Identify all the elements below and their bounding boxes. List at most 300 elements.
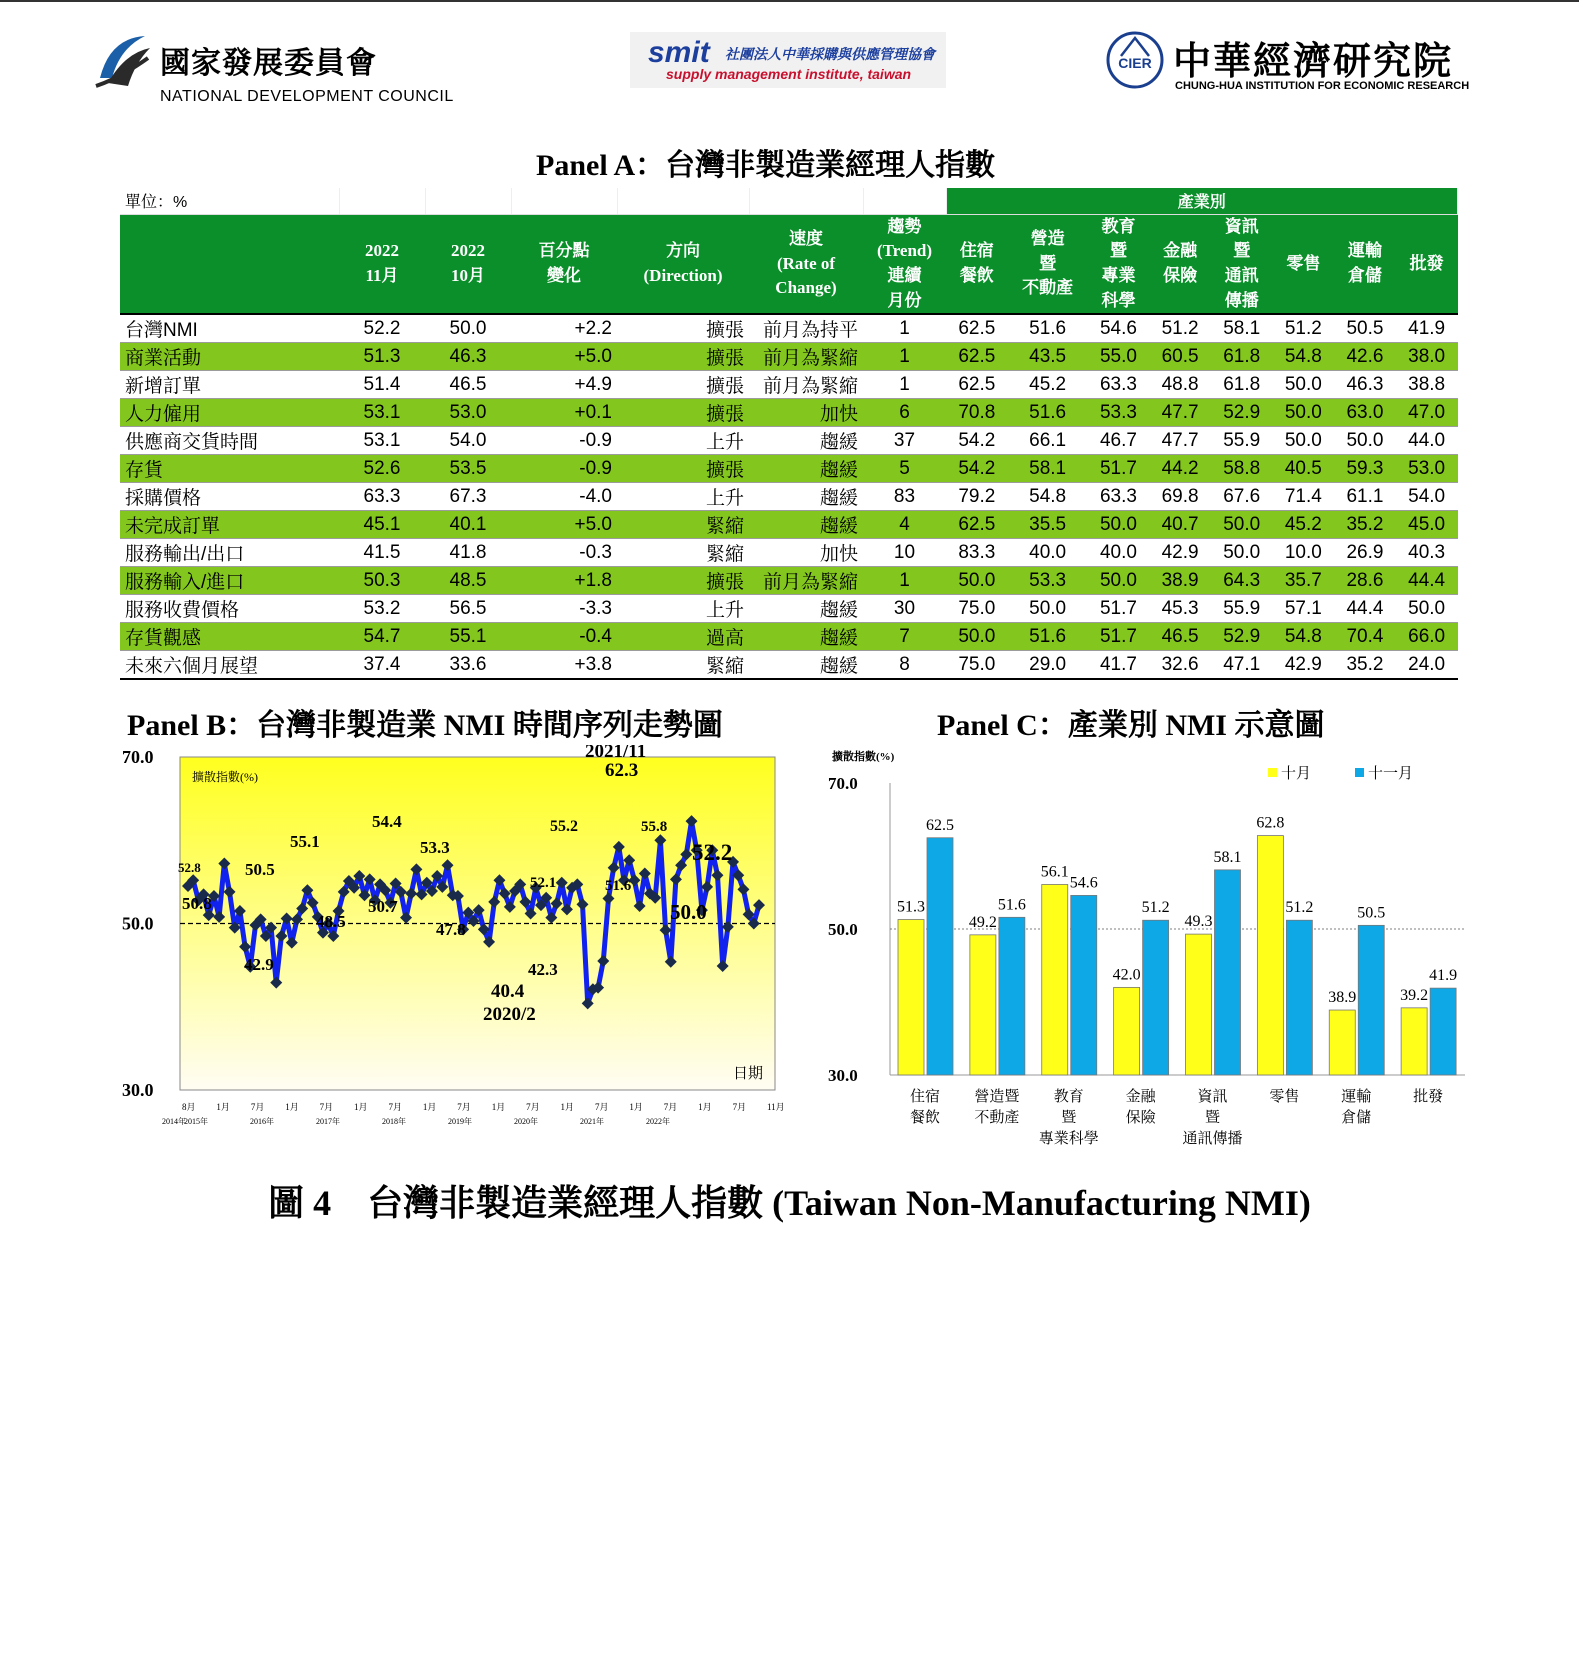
annotation-label: 2020/2 xyxy=(483,1004,536,1025)
bar-october xyxy=(1114,987,1140,1075)
value-industry: 55.9 xyxy=(1211,427,1273,455)
category-label: 金融 xyxy=(1125,1089,1156,1105)
x-tick-month: 1月 xyxy=(354,1102,368,1112)
annotation-label: 55.2 xyxy=(550,818,578,835)
value-nov: 45.1 xyxy=(339,511,425,539)
bar-october xyxy=(1042,884,1068,1075)
value-industry: 58.1 xyxy=(1008,455,1088,483)
value-oct: 56.5 xyxy=(425,595,511,623)
logo-header xyxy=(0,20,1579,110)
value-nov: 52.6 xyxy=(339,455,425,483)
industry-group-header: 產業別 xyxy=(946,188,1458,214)
annotation-label: 40.4 xyxy=(491,981,525,1002)
value-industry: 44.4 xyxy=(1396,567,1458,595)
value-industry: 38.9 xyxy=(1149,567,1211,595)
bar-november xyxy=(1430,988,1456,1075)
unit-spacer xyxy=(863,188,946,214)
value-industry: 50.0 xyxy=(1334,427,1396,455)
value-industry: 61.8 xyxy=(1211,343,1273,371)
bar-november xyxy=(1286,920,1312,1075)
row-label: 台灣NMI xyxy=(120,314,339,343)
value-industry: 38.0 xyxy=(1396,343,1458,371)
value-industry: 62.5 xyxy=(946,371,1008,399)
value-oct: 33.6 xyxy=(425,651,511,680)
value-nov: 54.7 xyxy=(339,623,425,651)
value-industry: 35.5 xyxy=(1008,511,1088,539)
row-label: 服務輸出/出口 xyxy=(120,539,339,567)
value-direction: 上升 xyxy=(617,427,749,455)
value-industry: 46.7 xyxy=(1088,427,1150,455)
value-industry: 46.5 xyxy=(1149,623,1211,651)
x-tick-year: 2019年 xyxy=(448,1117,472,1126)
bar-october xyxy=(1186,934,1212,1075)
cier-badge-icon xyxy=(1105,28,1165,90)
value-oct: 67.3 xyxy=(425,483,511,511)
value-change: +3.8 xyxy=(511,651,617,680)
value-trend: 37 xyxy=(863,427,946,455)
value-industry: 51.7 xyxy=(1088,623,1150,651)
bar-october xyxy=(1329,1010,1355,1075)
value-trend: 30 xyxy=(863,595,946,623)
legend-swatch xyxy=(1268,768,1277,777)
value-industry: 40.7 xyxy=(1149,511,1211,539)
value-rate: 前月為緊縮 xyxy=(749,371,863,399)
value-nov: 50.3 xyxy=(339,567,425,595)
table-row xyxy=(120,455,1458,483)
value-nov: 37.4 xyxy=(339,651,425,680)
value-industry: 40.0 xyxy=(1008,539,1088,567)
column-header: 批發 xyxy=(1396,214,1458,314)
value-nov: 53.2 xyxy=(339,595,425,623)
value-change: +5.0 xyxy=(511,511,617,539)
value-industry: 35.2 xyxy=(1334,511,1396,539)
value-change: +0.1 xyxy=(511,399,617,427)
x-axis-title: 日期 xyxy=(733,1066,764,1082)
value-industry: 51.2 xyxy=(1273,314,1335,343)
panel-a-title: Panel A：台灣非製造業經理人指數 xyxy=(536,149,996,182)
category-label: 營造暨 xyxy=(974,1089,1020,1105)
value-trend: 1 xyxy=(863,314,946,343)
panel-c-title: Panel C：產業別 NMI 示意圖 xyxy=(937,709,1325,742)
x-tick-month: 1月 xyxy=(629,1102,643,1112)
value-direction: 擴張 xyxy=(617,343,749,371)
data-label: 62.5 xyxy=(926,816,954,834)
value-industry: 54.8 xyxy=(1273,623,1335,651)
data-label: 58.1 xyxy=(1213,848,1242,866)
unit-spacer xyxy=(749,188,863,214)
value-direction: 擴張 xyxy=(617,399,749,427)
value-industry: 47.1 xyxy=(1211,651,1273,680)
table-row xyxy=(120,651,1458,680)
row-label: 存貨 xyxy=(120,455,339,483)
row-label: 服務輸入/進口 xyxy=(120,567,339,595)
unit-spacer xyxy=(339,188,425,214)
table-row xyxy=(120,371,1458,399)
row-label: 未來六個月展望 xyxy=(120,651,339,680)
column-header: 2022 11月 xyxy=(339,214,425,314)
value-rate: 加快 xyxy=(749,399,863,427)
x-tick-year: 2014年 xyxy=(162,1117,186,1126)
smit-chinese-name: 社團法人中華採購與供應管理協會 xyxy=(725,46,935,62)
value-industry: 48.8 xyxy=(1149,371,1211,399)
value-industry: 28.6 xyxy=(1334,567,1396,595)
annotation-label: 42.3 xyxy=(528,960,558,979)
value-industry: 83.3 xyxy=(946,539,1008,567)
category-label: 住宿 xyxy=(909,1089,941,1105)
data-label: 41.9 xyxy=(1429,967,1458,985)
value-industry: 29.0 xyxy=(1008,651,1088,680)
cier-logo xyxy=(1105,28,1470,95)
column-header: 2022 10月 xyxy=(425,214,511,314)
data-label: 51.2 xyxy=(1285,899,1314,917)
value-industry: 51.6 xyxy=(1008,314,1088,343)
annotation-label: 52.8 xyxy=(178,860,201,875)
value-industry: 51.7 xyxy=(1088,595,1150,623)
data-label: 50.5 xyxy=(1357,904,1386,922)
value-nov: 63.3 xyxy=(339,483,425,511)
value-oct: 46.3 xyxy=(425,343,511,371)
value-trend: 5 xyxy=(863,455,946,483)
figure-caption: 圖 4 台灣非製造業經理人指數 (Taiwan Non-Manufacturing NMI) xyxy=(268,1183,1311,1223)
value-industry: 63.3 xyxy=(1088,371,1150,399)
category-label: 零售 xyxy=(1269,1089,1300,1105)
x-tick-year: 2016年 xyxy=(250,1117,274,1126)
value-industry: 51.7 xyxy=(1088,455,1150,483)
value-industry: 60.5 xyxy=(1149,343,1211,371)
data-label: 39.2 xyxy=(1400,986,1429,1004)
value-industry: 54.8 xyxy=(1273,343,1335,371)
value-industry: 53.3 xyxy=(1008,567,1088,595)
value-industry: 50.0 xyxy=(1088,511,1150,539)
value-industry: 62.5 xyxy=(946,314,1008,343)
nmi-table xyxy=(120,188,1458,680)
value-direction: 上升 xyxy=(617,483,749,511)
bar-october xyxy=(970,935,996,1075)
bar-november xyxy=(1143,920,1169,1075)
value-rate: 前月為持平 xyxy=(749,314,863,343)
bar-november xyxy=(999,917,1025,1075)
annotation-label: 54.4 xyxy=(372,812,402,831)
row-label: 商業活動 xyxy=(120,343,339,371)
y-tick-label: 50.0 xyxy=(122,913,154,934)
value-change: +1.8 xyxy=(511,567,617,595)
value-industry: 53.3 xyxy=(1088,399,1150,427)
y-axis-label: 擴散指數(%) xyxy=(832,751,895,763)
value-industry: 43.5 xyxy=(1008,343,1088,371)
value-change: -3.3 xyxy=(511,595,617,623)
value-industry: 38.8 xyxy=(1396,371,1458,399)
x-tick-month: 1月 xyxy=(698,1102,712,1112)
value-oct: 46.5 xyxy=(425,371,511,399)
category-label: 通訊傳播 xyxy=(1182,1131,1243,1147)
value-oct: 41.8 xyxy=(425,539,511,567)
category-label: 運輸 xyxy=(1341,1089,1372,1105)
row-label: 供應商交貨時間 xyxy=(120,427,339,455)
value-industry: 57.1 xyxy=(1273,595,1335,623)
data-label: 49.3 xyxy=(1184,913,1213,931)
value-rate: 趨緩 xyxy=(749,427,863,455)
value-industry: 54.2 xyxy=(946,455,1008,483)
category-label: 資訊 xyxy=(1197,1089,1228,1105)
value-industry: 50.0 xyxy=(1211,511,1273,539)
table-row xyxy=(120,539,1458,567)
value-industry: 46.3 xyxy=(1334,371,1396,399)
value-industry: 41.7 xyxy=(1088,651,1150,680)
category-label: 不動產 xyxy=(974,1110,1020,1126)
value-industry: 24.0 xyxy=(1396,651,1458,680)
value-trend: 7 xyxy=(863,623,946,651)
category-label: 保險 xyxy=(1125,1110,1156,1126)
x-tick-month: 1月 xyxy=(491,1102,506,1112)
value-industry: 63.0 xyxy=(1334,399,1396,427)
category-label: 教育 xyxy=(1053,1089,1084,1105)
column-header-row xyxy=(120,214,1458,314)
value-oct: 54.0 xyxy=(425,427,511,455)
annotation-label: 55.8 xyxy=(641,819,668,835)
annotation-label: 48.5 xyxy=(316,912,346,931)
value-industry: 44.4 xyxy=(1334,595,1396,623)
value-rate: 前月為緊縮 xyxy=(749,567,863,595)
x-tick-month: 1月 xyxy=(422,1102,437,1112)
x-tick-month: 7月 xyxy=(388,1102,402,1112)
smit-english-name: supply management institute, taiwan xyxy=(666,66,912,82)
x-tick-month: 11月 xyxy=(767,1102,785,1112)
annotation-label: 47.8 xyxy=(436,920,466,939)
value-trend: 83 xyxy=(863,483,946,511)
value-industry: 69.8 xyxy=(1149,483,1211,511)
y-axis-inner-label: 擴散指數(%) xyxy=(192,770,258,784)
value-industry: 50.0 xyxy=(1273,427,1335,455)
ndc-mark-icon xyxy=(90,28,152,90)
value-industry: 75.0 xyxy=(946,651,1008,680)
value-change: -0.3 xyxy=(511,539,617,567)
annotation-label: 53.3 xyxy=(420,838,450,857)
annotation-label: 55.1 xyxy=(290,832,320,851)
x-tick-year: 2015年 xyxy=(184,1117,208,1126)
value-rate: 趨緩 xyxy=(749,651,863,680)
value-rate: 前月為緊縮 xyxy=(749,343,863,371)
value-trend: 1 xyxy=(863,567,946,595)
value-industry: 61.1 xyxy=(1334,483,1396,511)
value-change: +4.9 xyxy=(511,371,617,399)
value-industry: 47.7 xyxy=(1149,399,1211,427)
annotation-label: 50.0 xyxy=(670,900,707,924)
value-industry: 54.8 xyxy=(1008,483,1088,511)
annotation-label: 42.9 xyxy=(244,955,274,974)
bar-november xyxy=(1358,925,1384,1075)
y-tick-label: 70.0 xyxy=(828,774,858,793)
value-rate: 趨緩 xyxy=(749,595,863,623)
value-industry: 66.0 xyxy=(1396,623,1458,651)
data-label: 42.0 xyxy=(1112,966,1141,984)
value-industry: 42.9 xyxy=(1149,539,1211,567)
category-label: 餐飲 xyxy=(909,1110,941,1126)
row-label: 服務收費價格 xyxy=(120,595,339,623)
data-label: 49.2 xyxy=(968,913,997,931)
unit-row xyxy=(120,188,1458,214)
annotation-label: 51.6 xyxy=(605,878,632,894)
x-tick-year: 2018年 xyxy=(382,1117,406,1126)
value-industry: 45.3 xyxy=(1149,595,1211,623)
value-oct: 50.0 xyxy=(425,314,511,343)
value-industry: 26.9 xyxy=(1334,539,1396,567)
value-industry: 42.6 xyxy=(1334,343,1396,371)
value-industry: 50.0 xyxy=(1273,371,1335,399)
value-industry: 41.9 xyxy=(1396,314,1458,343)
data-label: 51.6 xyxy=(997,896,1026,914)
value-industry: 62.5 xyxy=(946,511,1008,539)
value-nov: 52.2 xyxy=(339,314,425,343)
value-change: -0.4 xyxy=(511,623,617,651)
value-industry: 70.8 xyxy=(946,399,1008,427)
unit-spacer xyxy=(617,188,749,214)
value-nov: 53.1 xyxy=(339,427,425,455)
value-direction: 擴張 xyxy=(617,314,749,343)
table-row xyxy=(120,399,1458,427)
value-trend: 1 xyxy=(863,343,946,371)
value-direction: 緊縮 xyxy=(617,539,749,567)
column-header: 百分點 變化 xyxy=(511,214,617,314)
annotation-label: 52.2 xyxy=(692,840,733,865)
value-direction: 上升 xyxy=(617,595,749,623)
table-row xyxy=(120,511,1458,539)
value-industry: 63.3 xyxy=(1088,483,1150,511)
table-row xyxy=(120,343,1458,371)
y-tick-label: 50.0 xyxy=(828,920,858,939)
table-row xyxy=(120,595,1458,623)
value-industry: 51.6 xyxy=(1008,623,1088,651)
x-tick-month: 7月 xyxy=(663,1102,678,1112)
value-industry: 71.4 xyxy=(1273,483,1335,511)
value-industry: 40.5 xyxy=(1273,455,1335,483)
value-industry: 61.8 xyxy=(1211,371,1273,399)
ndc-logo xyxy=(90,28,454,105)
value-direction: 過高 xyxy=(617,623,749,651)
y-tick-label: 30.0 xyxy=(828,1066,858,1085)
x-tick-month: 7月 xyxy=(250,1102,265,1112)
table-row xyxy=(120,623,1458,651)
value-industry: 40.0 xyxy=(1088,539,1150,567)
table-row xyxy=(120,483,1458,511)
table-row xyxy=(120,567,1458,595)
unit-spacer xyxy=(511,188,617,214)
value-change: -0.9 xyxy=(511,455,617,483)
value-industry: 62.5 xyxy=(946,343,1008,371)
value-industry: 55.9 xyxy=(1211,595,1273,623)
value-direction: 緊縮 xyxy=(617,651,749,680)
value-industry: 50.0 xyxy=(1273,399,1335,427)
row-label: 存貨觀感 xyxy=(120,623,339,651)
value-rate: 趨緩 xyxy=(749,483,863,511)
panel-b-title: Panel B：台灣非製造業 NMI 時間序列走勢圖 xyxy=(127,709,723,742)
value-direction: 緊縮 xyxy=(617,511,749,539)
x-tick-year: 2021年 xyxy=(580,1117,604,1126)
value-industry: 32.6 xyxy=(1149,651,1211,680)
bar-october xyxy=(1257,836,1283,1075)
cier-name: 中華經濟研究院 xyxy=(1173,41,1454,83)
row-label: 未完成訂單 xyxy=(120,511,339,539)
value-change: -0.9 xyxy=(511,427,617,455)
category-label: 批發 xyxy=(1413,1089,1444,1105)
category-label: 暨 xyxy=(1061,1110,1077,1126)
x-tick-month: 1月 xyxy=(285,1102,299,1112)
data-label: 62.8 xyxy=(1256,814,1285,832)
value-industry: 50.0 xyxy=(946,623,1008,651)
value-rate: 趨緩 xyxy=(749,511,863,539)
category-label: 專業科學 xyxy=(1038,1131,1099,1147)
value-industry: 50.0 xyxy=(1088,567,1150,595)
data-label: 38.9 xyxy=(1328,989,1357,1007)
value-industry: 79.2 xyxy=(946,483,1008,511)
value-direction: 擴張 xyxy=(617,371,749,399)
bar-november xyxy=(927,838,953,1075)
value-industry: 45.2 xyxy=(1273,511,1335,539)
column-header: 金融 保險 xyxy=(1149,214,1211,314)
x-tick-month: 7月 xyxy=(594,1102,609,1112)
value-industry: 51.2 xyxy=(1149,314,1211,343)
x-tick-month: 7月 xyxy=(732,1102,747,1112)
row-label: 人力僱用 xyxy=(120,399,339,427)
y-tick-label: 70.0 xyxy=(122,747,154,767)
value-industry: 47.7 xyxy=(1149,427,1211,455)
legend-label: 十一月 xyxy=(1368,766,1414,782)
panel-c-bar-chart xyxy=(810,745,1530,1175)
annotation-label: 2021/11 xyxy=(585,745,647,762)
value-nov: 51.3 xyxy=(339,343,425,371)
header-blank xyxy=(120,214,339,314)
value-industry: 45.0 xyxy=(1396,511,1458,539)
x-tick-year: 2020年 xyxy=(514,1117,538,1126)
value-industry: 75.0 xyxy=(946,595,1008,623)
value-industry: 54.2 xyxy=(946,427,1008,455)
row-label: 新增訂單 xyxy=(120,371,339,399)
value-industry: 35.2 xyxy=(1334,651,1396,680)
legend-swatch xyxy=(1355,768,1364,777)
smit-logo xyxy=(630,32,946,88)
row-label: 採購價格 xyxy=(120,483,339,511)
value-trend: 1 xyxy=(863,371,946,399)
value-change: +5.0 xyxy=(511,343,617,371)
column-header: 趨勢 (Trend) 連續 月份 xyxy=(863,214,946,314)
panel-b-line-chart xyxy=(110,745,790,1155)
x-tick-month: 7月 xyxy=(526,1102,540,1112)
bar-october xyxy=(1401,1008,1427,1075)
ndc-name: 國家發展委員會 xyxy=(160,47,377,80)
data-label: 51.2 xyxy=(1141,899,1170,917)
value-industry: 58.1 xyxy=(1211,314,1273,343)
x-tick-month: 1月 xyxy=(216,1102,230,1112)
x-tick-year: 2022年 xyxy=(646,1117,670,1126)
value-industry: 44.2 xyxy=(1149,455,1211,483)
annotation-label: 62.3 xyxy=(605,760,639,781)
value-industry: 50.0 xyxy=(1211,539,1273,567)
value-oct: 48.5 xyxy=(425,567,511,595)
y-tick-label: 30.0 xyxy=(122,1080,154,1100)
category-label: 倉儲 xyxy=(1341,1110,1372,1126)
table-row xyxy=(120,314,1458,343)
column-header: 方向 (Direction) xyxy=(617,214,749,314)
value-industry: 64.3 xyxy=(1211,567,1273,595)
value-industry: 52.9 xyxy=(1211,623,1273,651)
value-industry: 59.3 xyxy=(1334,455,1396,483)
column-header: 住宿 餐飲 xyxy=(946,214,1008,314)
value-industry: 55.0 xyxy=(1088,343,1150,371)
value-trend: 6 xyxy=(863,399,946,427)
cier-subtitle: CHUNG-HUA INSTITUTION FOR ECONOMIC RESEARCH xyxy=(1175,80,1470,92)
value-industry: 45.2 xyxy=(1008,371,1088,399)
annotation-label: 52.1 xyxy=(530,875,557,891)
unit-label: 單位：% xyxy=(120,188,339,214)
